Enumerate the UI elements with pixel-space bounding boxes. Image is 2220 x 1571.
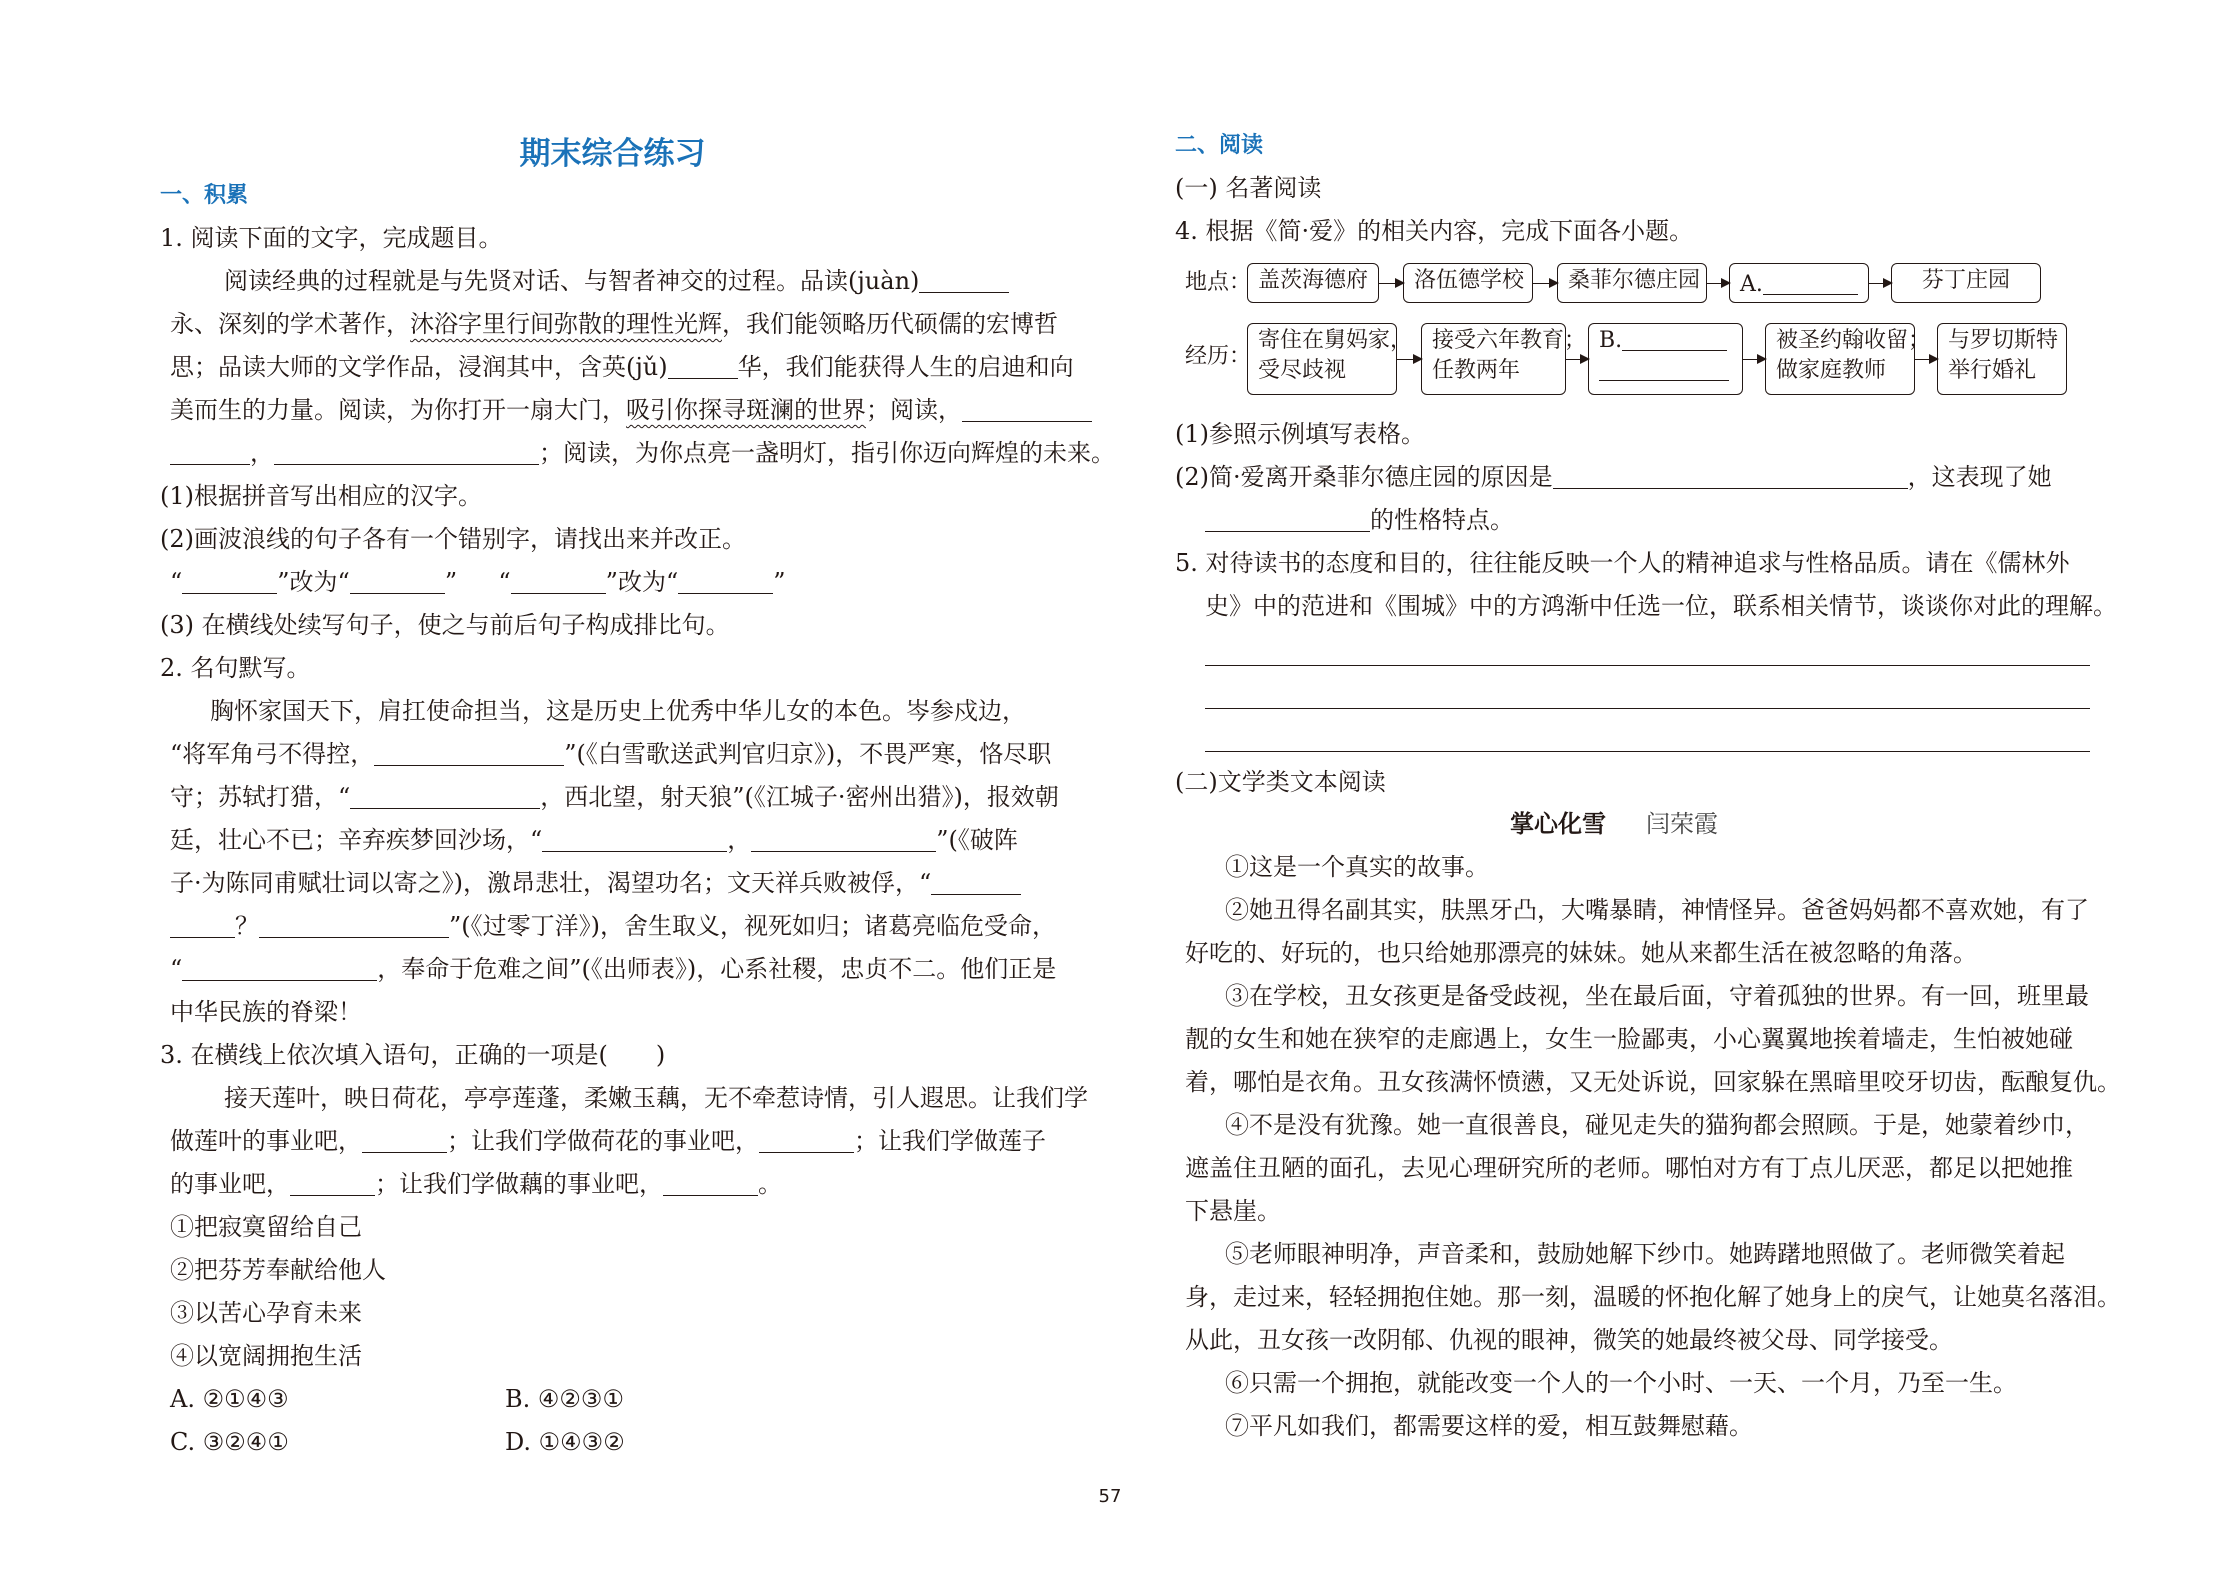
answer-blank[interactable]	[511, 569, 606, 594]
answer-blank[interactable]	[1553, 464, 1908, 489]
q3-line: 做莲叶的事业吧， ；让我们学做荷花的事业吧， ；让我们学做莲子	[170, 1127, 1046, 1155]
answer-blank[interactable]	[542, 827, 727, 852]
answer-blank[interactable]	[259, 913, 449, 938]
q4-sub2: (2)简·爱离开桑菲尔德庄园的原因是 ，这表现了她	[1175, 463, 2052, 491]
story-paragraph: 靓的女生和她在狭窄的走廊遇上，女生一脸鄙夷，小心翼翼地挨着墙走，生怕被她碰	[1185, 1025, 2073, 1053]
answer-blank[interactable]	[350, 784, 540, 809]
story-paragraph: 遮盖住丑陋的面孔，去见心理研究所的老师。哪怕对方有丁点儿厌恶，都足以把她推	[1185, 1154, 2073, 1182]
answer-blank[interactable]	[362, 1128, 447, 1153]
experience-box: 接受六年教育； 任教两年	[1421, 323, 1566, 395]
answer-line[interactable]	[1205, 708, 2090, 709]
section-accumulation-heading: 一、积累	[160, 183, 249, 208]
choice-a[interactable]: A. ②①④③	[170, 1385, 289, 1413]
page-title: 期末综合练习	[519, 136, 706, 172]
q4-stem: 4. 根据《简·爱》的相关内容，完成下面各小题。	[1175, 217, 1694, 245]
answer-blank[interactable]	[350, 569, 445, 594]
place-box-a: A.	[1729, 263, 1869, 303]
answer-blank[interactable]	[678, 569, 773, 594]
arrow-icon	[1869, 283, 1891, 284]
section-reading-heading: 二、阅读	[1175, 133, 1264, 158]
experience-label: 经历：	[1185, 344, 1252, 369]
place-box: 洛伍德学校	[1403, 263, 1533, 303]
choice-b[interactable]: B. ④②③①	[505, 1385, 624, 1413]
q2-line: 中华民族的脊梁！	[170, 998, 362, 1026]
q1-stem: 1. 阅读下面的文字，完成题目。	[160, 224, 503, 252]
wavy-sentence: 吸引你探寻斑澜的世界	[626, 396, 866, 424]
q2-line: 子·为陈同甫赋壮词以寄之》)，激昂悲壮，渴望功名；文天祥兵败被俘，“	[170, 867, 1021, 899]
q2-line: 守；苏轼打猎，“ ，西北望，射天狼”(《江城子·密州出猎》)，报效朝	[170, 783, 1059, 811]
answer-line[interactable]	[1205, 751, 2090, 752]
answer-blank[interactable]	[1205, 507, 1370, 532]
q2-line: “ ，奉命于危难之间”(《出师表》)，心系社稷，忠贞不二。他们正是	[170, 955, 1057, 983]
wavy-sentence: 沐浴字里行间弥散的理性光辉	[410, 310, 722, 338]
answer-blank[interactable]	[919, 268, 1009, 293]
place-label: 地点：	[1185, 270, 1252, 295]
q3-stem: 3. 在横线上依次填入语句，正确的一项是( )	[160, 1041, 666, 1069]
answer-blank[interactable]	[374, 741, 564, 766]
q1-passage-line: 永、深刻的学术著作，沐浴字里行间弥散的理性光辉，我们能领略历代硕儒的宏博哲	[170, 310, 1058, 338]
answer-line[interactable]	[1205, 665, 2090, 666]
experience-box: 寄住在舅妈家， 受尽歧视	[1247, 323, 1397, 395]
story-paragraph: 着，哪怕是衣角。丑女孩满怀愤懑，又无处诉说，回家躲在黑暗里咬牙切齿，酝酿复仇。	[1185, 1068, 2121, 1096]
answer-blank[interactable]	[170, 440, 250, 465]
literary-subheading: (二)文学类文本阅读	[1175, 768, 1386, 796]
answer-blank[interactable]	[1763, 274, 1858, 295]
answer-blank[interactable]	[751, 827, 936, 852]
answer-blank[interactable]	[182, 569, 277, 594]
story-paragraph: ③在学校，丑女孩更是备受歧视，坐在最后面，守着孤独的世界。有一回，班里最	[1225, 982, 2089, 1010]
classics-subheading: (一) 名著阅读	[1175, 174, 1322, 202]
answer-blank[interactable]	[290, 1171, 375, 1196]
story-paragraph: ①这是一个真实的故事。	[1225, 853, 1489, 881]
q2-line: ？ ”(《过零丁洋》)，舍生取义，视死如归；诸葛亮临危受命，	[170, 910, 1056, 942]
story-paragraph: ⑥只需一个拥抱，就能改变一个人的一个小时、一天、一个月，乃至一生。	[1225, 1369, 2017, 1397]
answer-blank[interactable]	[759, 1128, 854, 1153]
q3-line: 接天莲叶，映日荷花，亭亭莲蓬，柔嫩玉藕，无不牵惹诗情，引人遐思。让我们学	[224, 1084, 1088, 1112]
q1-sub3: (3) 在横线处续写句子，使之与前后句子构成排比句。	[160, 611, 730, 639]
arrow-icon	[1397, 359, 1421, 360]
choice-d[interactable]: D. ①④③②	[505, 1428, 625, 1456]
answer-blank[interactable]	[931, 870, 1021, 895]
q2-line: 廷，壮心不已；辛弃疾梦回沙场，“ ， ”(《破阵	[170, 826, 1018, 854]
q1-passage-line: 阅读经典的过程就是与先贤对话、与智者神交的过程。品读(juàn)	[224, 265, 1009, 297]
q3-option: ③以苦心孕育未来	[170, 1299, 362, 1327]
answer-blank[interactable]	[274, 440, 539, 465]
q5-line: 5. 对待读书的态度和目的，往往能反映一个人的精神追求与性格品质。请在《儒林外	[1175, 549, 2070, 577]
experience-box-b: B.	[1588, 323, 1743, 395]
answer-blank[interactable]	[1622, 330, 1727, 351]
answer-blank[interactable]	[962, 397, 1092, 422]
story-paragraph: ⑦平凡如我们，都需要这样的爱，相互鼓舞慰藉。	[1225, 1412, 1753, 1440]
q1-passage-line: 美而生的力量。阅读，为你打开一扇大门，吸引你探寻斑澜的世界；阅读，	[170, 394, 1092, 426]
arrow-icon	[1743, 359, 1765, 360]
place-box: 芬丁庄园	[1891, 263, 2041, 303]
q1-passage-line: ， ；阅读，为你点亮一盏明灯，指引你迈向辉煌的未来。	[170, 437, 1115, 469]
q3-option: ①把寂寞留给自己	[170, 1213, 362, 1241]
experience-box: 与罗切斯特 举行婚礼	[1937, 323, 2067, 395]
q2-line: “将军角弓不得控， ”(《白雪歌送武判官归京》)，不畏严寒，恪尽职	[170, 740, 1052, 768]
q1-passage-line: 思；品读大师的文学作品，浸润其中，含英(jǔ) 华，我们能获得人生的启迪和向	[170, 353, 1074, 381]
story-paragraph: 身，走过来，轻轻拥抱住她。那一刻，温暖的怀抱化解了她身上的戾气，让她莫名落泪。	[1185, 1283, 2121, 1311]
arrow-icon	[1533, 283, 1557, 284]
story-paragraph: 下悬崖。	[1185, 1197, 1281, 1225]
q4-sub1: (1)参照示例填写表格。	[1175, 420, 1425, 448]
arrow-icon	[1915, 359, 1937, 360]
story-paragraph: ④不是没有犹豫。她一直很善良，碰见走失的猫狗都会照顾。于是，她蒙着纱巾，	[1225, 1111, 2089, 1139]
experience-box: 被圣约翰收留； 做家庭教师	[1765, 323, 1915, 395]
q3-option: ②把芬芳奉献给他人	[170, 1256, 386, 1284]
story-paragraph: ②她丑得名副其实，肤黑牙凸，大嘴暴睛，神情怪异。爸爸妈妈都不喜欢她，有了	[1225, 896, 2089, 924]
story-heading	[1510, 808, 1718, 840]
choice-c[interactable]: C. ③②④①	[170, 1428, 289, 1456]
q2-stem: 2. 名句默写。	[160, 654, 311, 682]
place-box: 桑菲尔德庄园	[1557, 263, 1707, 303]
q1-correction-line: “ ”改为“ ” “ ”改为“ ”	[170, 568, 786, 596]
answer-blank[interactable]	[668, 354, 738, 379]
story-title: 掌心化雪	[1510, 810, 1606, 838]
q1-sub1: (1)根据拼音写出相应的汉字。	[160, 482, 482, 510]
answer-blank[interactable]	[182, 956, 377, 981]
q3-line: 的事业吧， ；让我们学做藕的事业吧， 。	[170, 1170, 782, 1198]
arrow-icon	[1707, 283, 1729, 284]
story-author: 闫荣霞	[1646, 810, 1718, 838]
answer-blank[interactable]	[170, 913, 235, 938]
story-paragraph: 好吃的、好玩的，也只给她那漂亮的妹妹。她从来都生活在被忽略的角落。	[1185, 939, 1977, 967]
q4-sub2-cont: 的性格特点。	[1205, 504, 1514, 536]
q3-option: ④以宽阔拥抱生活	[170, 1342, 362, 1370]
answer-blank[interactable]	[1599, 360, 1729, 381]
page-number: 57	[1098, 1486, 1122, 1507]
q1-sub2: (2)画波浪线的句子各有一个错别字，请找出来并改正。	[160, 525, 746, 553]
arrow-icon	[1566, 359, 1588, 360]
story-paragraph: ⑤老师眼神明净，声音柔和，鼓励她解下纱巾。她踌躇地照做了。老师微笑着起	[1225, 1240, 2065, 1268]
story-paragraph: 从此，丑女孩一改阴郁、仇视的眼神，微笑的她最终被父母、同学接受。	[1185, 1326, 1953, 1354]
q5-line: 史》中的范进和《围城》中的方鸿渐中任选一位，联系相关情节，谈谈你对此的理解。	[1205, 592, 2117, 620]
q2-line: 胸怀家国天下，肩扛使命担当，这是历史上优秀中华儿女的本色。岑参戍边，	[210, 697, 1026, 725]
arrow-icon	[1379, 283, 1403, 284]
answer-blank[interactable]	[663, 1171, 758, 1196]
place-box: 盖茨海德府	[1247, 263, 1379, 303]
